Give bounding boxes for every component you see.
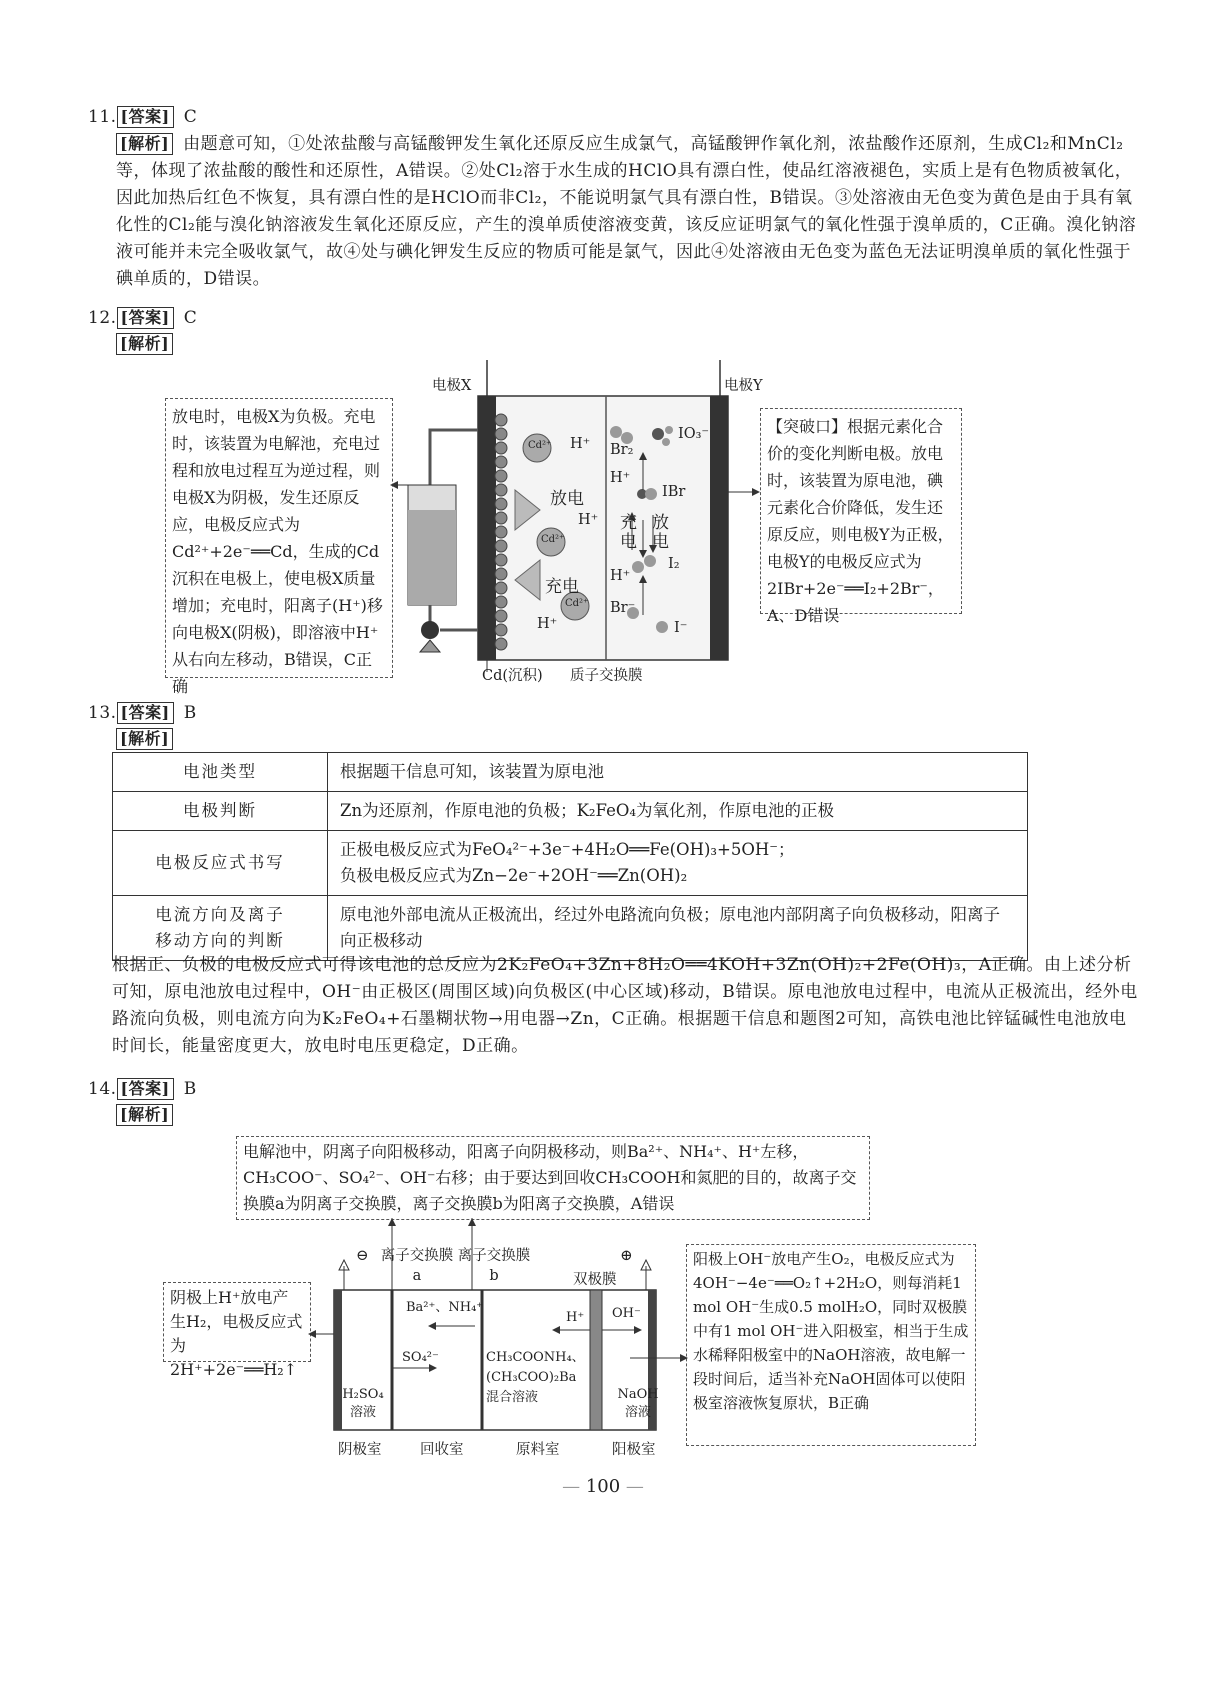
q12-analysis-tag-row [116, 331, 183, 358]
q14-right-note: 阳极上OH⁻放电产生O₂，电极反应式为4OH⁻−4e⁻══O₂↑+2H₂O，则每消耗1 mol OH⁻生成0.5 molH₂O，同时双极膜中有1 mol OH⁻进入阳极室，相当于生成水稀释阳极室中的NaOH溶液，故电解一段时间后，适当补充NaOH固体可以使阳极室溶液恢复原状，B正确 [686, 1244, 976, 1446]
q12-cd-ion-1: Cd²⁺ [528, 440, 552, 451]
q14-top-note: 电解池中，阴离子向阳极移动，阳离子向阴极移动，则Ba²⁺、NH₄⁺、H⁺左移，CH₃COO⁻、SO₄²⁻、OH⁻右移；由于要达到回收CH₃COOH和氮肥的目的，故离子交换膜a为阴离子交换膜，离子交换膜b为阳离子交换膜，A错误 [236, 1136, 870, 1220]
q14-answer-tag: [答案] [117, 1078, 174, 1100]
q12-cd-deposit-label: Cd(沉积) [482, 668, 543, 684]
q13-table-row [113, 896, 1028, 961]
page-number: — 100 — [562, 1476, 644, 1497]
q14-number: 14. [88, 1079, 117, 1099]
q11-header [88, 104, 1138, 131]
q13-table-row [113, 753, 1028, 792]
q11-answer: C [183, 107, 198, 127]
q12-pump-icon [421, 621, 439, 639]
q12-cell-diagram [390, 360, 760, 690]
q12-h-ion-4: H⁺ [610, 470, 631, 486]
q14-h-plus: H⁺ [566, 1310, 585, 1325]
q14-room-recovery: 回收室 [420, 1442, 464, 1458]
q14-left-note: 阴极上H⁺放电产生H₂，电极反应式为2H⁺+2e⁻══H₂↑ [163, 1282, 311, 1362]
page-number-value: 100 [585, 1476, 621, 1497]
q12-analysis-tag: [解析] [116, 333, 173, 355]
q12-cd-ion-2: Cd²⁺ [541, 534, 565, 545]
q12-header [88, 305, 197, 332]
q12-br-minus: Br⁻ [610, 600, 636, 616]
q14-analysis-tag: [解析] [116, 1104, 173, 1126]
q14-oh-minus: OH⁻ [612, 1306, 641, 1321]
q13-cell-head-3: 电极反应式书写 [113, 831, 328, 896]
q12-membrane-label: 质子交换膜 [570, 668, 643, 684]
q11-analysis-text: 由题意可知，①处浓盐酸与高锰酸钾发生氧化还原反应生成氯气，高锰酸钾作氧化剂，浓盐酸作还原剂，生成Cl₂和MnCl₂等，体现了浓盐酸的酸性和还原性，A错误。②处Cl₂溶于水生成的HClO具有漂白性，使品红溶液褪色，实质上是有色物质被氧化，因此加热后红色不恢复，具有漂白性的是HClO而非Cl₂，不能说明氯气具有漂白性，B错误。③处溶液由无色变为黄色是由于具有氧化性的Cl₂能与溴化钠溶液发生氧化还原反应，产生的溴单质使溶液变黄，该反应证明氯气的氧化性强于溴单质的，C正确。溴化钠溶液可能并未完全吸收氯气，故④处与碘化钾发生反应的物质可能是氯气，因此④处溶液由无色变为蓝色无法证明溴单质的氧化性强于碘单质的，D错误。 [116, 134, 1137, 289]
q12-h-ion-2: H⁺ [578, 512, 599, 528]
q12-electrode-y-label: 电极Y [724, 378, 763, 394]
q13-head-4b: 移动方向的判断 [155, 931, 285, 950]
q13-answer: B [183, 703, 197, 723]
q14-h2so4: H₂SO₄溶液 [342, 1387, 384, 1420]
q12-right-note: 【突破口】根据元素化合价的变化判断电极。放电时，该装置为原电池，碘元素化合价降低，发生还原反应，则电极Y为正极，电极Y的电极反应式为2IBr+2e⁻══I₂+2Br⁻，A、D错误 [760, 408, 962, 614]
q13-cell-body-2: Zn为还原剂，作原电池的负极；K₂FeO₄为氧化剂，作原电池的正极 [328, 792, 1028, 831]
q12-br2: Br₂ [610, 442, 634, 458]
q13-table [112, 752, 1028, 961]
q11-number: 11. [88, 107, 117, 127]
q12-i2: I₂ [668, 556, 680, 572]
q13-after-text: 根据正、负极的电极反应式可得该电池的总反应为2K₂FeO₄+3Zn+8H₂O══4KOH+3Zn(OH)₂+2Fe(OH)₃，A正确。由上述分析可知，原电池放电过程中，OH⁻由正极区(周围区域)向负极区(中心区域)移动，B错误。原电池放电过程中，电流从正极流出，经外电路流向负极，则电流方向为K₂FeO₄+石墨糊状物→用电器→Zn，C正确。根据题干信息和题图2可知，高铁电池比锌锰碱性电池放电时间长，能量密度更大，放电时电压更稳定，D正确。 [112, 955, 1138, 1056]
q13-cell-head-2: 电极判断 [113, 792, 328, 831]
q12-h-ion-3: H⁺ [537, 616, 558, 632]
q12-i-minus: I⁻ [674, 620, 688, 636]
q14-cathode-sign: ⊖ [356, 1246, 369, 1264]
q14-room-anode: 阳极室 [612, 1442, 656, 1458]
q14-answer: B [183, 1079, 197, 1099]
q14-membrane-a-label: 离子交换膜a [380, 1248, 454, 1284]
q12-left-note: 放电时，电极X为负极。充电时，该装置为电解池，充电过程和放电过程互为逆过程，则电极X为阴极，发生还原反应，电极反应式为Cd²⁺+2e⁻══Cd，生成的Cd沉积在电极上，使电极X质量增加；充电时，阳离子(H⁺)移向电极X(阴极)，即溶液中H⁺从右向左移动，B错误，C正确 [165, 398, 393, 678]
q14-anode-sign: ⊕ [620, 1246, 633, 1264]
q11-analysis-block [116, 131, 1144, 293]
q13-positive-equation: 正极电极反应式为FeO₄²⁻+3e⁻+4H₂O══Fe(OH)₃+5OH⁻； [340, 840, 795, 859]
q14-feed-solution: CH₃COONH₄、(CH₃COO)₂Ba混合溶液 [486, 1350, 585, 1405]
q14-room-feed: 原料室 [516, 1442, 560, 1458]
q12-number: 12. [88, 308, 117, 328]
q12-ibr: IBr [662, 484, 686, 500]
q12-io3: IO₃⁻ [678, 426, 710, 442]
q14-analysis-tag-row [116, 1102, 183, 1129]
q13-cell-body-3 [328, 831, 1028, 896]
q14-room-cathode: 阴极室 [338, 1442, 382, 1458]
q12-discharge-vertical: 放电 [652, 513, 669, 552]
q12-h-ion-5: H⁺ [610, 568, 631, 584]
q14-header [88, 1076, 197, 1103]
q13-answer-tag: [答案] [117, 702, 174, 724]
q13-number: 13. [88, 703, 117, 723]
q12-electrode-x-label: 电极X [432, 378, 472, 394]
q14-naoh: NaOH溶液 [617, 1387, 659, 1420]
q12-electrode-x [478, 396, 496, 660]
q14-bipolar-label: 双极膜 [573, 1272, 617, 1288]
q13-head-4a: 电流方向及离子 [155, 905, 285, 924]
q13-header [88, 700, 197, 727]
q13-table-row [113, 792, 1028, 831]
q13-cell-head-4 [113, 896, 328, 961]
q11-analysis-tag: [解析] [116, 133, 173, 155]
q13-negative-equation: 负极电极反应式为Zn−2e⁻+2OH⁻══Zn(OH)₂ [340, 866, 688, 885]
q12-answer: C [183, 308, 198, 328]
q14-membrane-b-label: 离子交换膜b [457, 1248, 531, 1284]
q13-table-row [113, 831, 1028, 896]
q13-analysis-tag: [解析] [116, 728, 173, 750]
q11-answer-tag: [答案] [117, 106, 174, 128]
q13-cell-head-1: 电池类型 [113, 753, 328, 792]
q14-ba-nh4: Ba²⁺、NH₄⁺ [406, 1300, 484, 1315]
q12-charge-label: 充电 [545, 577, 579, 597]
q12-discharge-label: 放电 [550, 489, 584, 509]
q14-so4: SO₄²⁻ [402, 1350, 439, 1365]
q12-answer-tag: [答案] [117, 307, 174, 329]
q13-cell-body-1: 根据题干信息可知，该装置为原电池 [328, 753, 1028, 792]
q12-h-ion-1: H⁺ [570, 436, 591, 452]
q12-charge-vertical: 充电 [620, 513, 637, 552]
q13-cell-body-4: 原电池外部电流从正极流出，经过外电路流向负极；原电池内部阴离子向负极移动，阳离子向正极移动 [328, 896, 1028, 961]
q12-cd-ion-3: Cd²⁺ [565, 598, 589, 609]
q12-electrode-y [710, 396, 728, 660]
q13-analysis-tag-row [116, 726, 183, 753]
